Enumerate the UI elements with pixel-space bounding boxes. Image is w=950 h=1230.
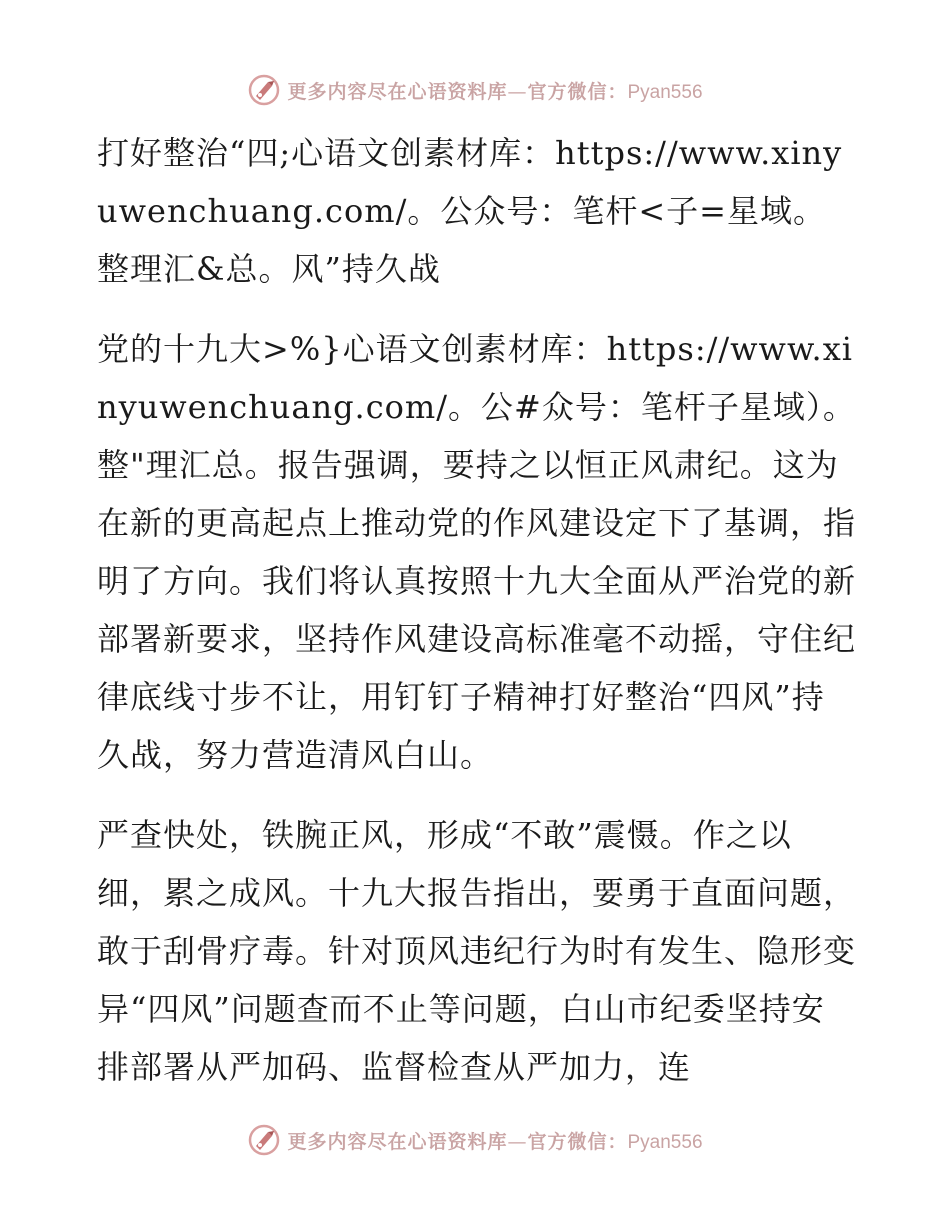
footer-watermark-banner — [0, 1118, 950, 1162]
document-body — [97, 124, 857, 1118]
paragraph-2: 党的十九大>%}心语文创素材库：https://www.xinyuwenchuang.com/。公#众号：笔杆子星域）。整"理汇总。报告强调，要持之以恒正风肃纪。这为在新的更高起点上推动党的作风建设定下了基调，指明了方向。我们将认真按照十九大全面从严治党的新部署新要求，坚持作风建设高标准毫不动摇，守住纪律底线寸步不让，用钉钉子精神打好整治“四风”持久战，努力营造清风白山。 — [97, 330, 857, 774]
watermark-dash: — — [507, 80, 528, 103]
watermark-wechat-label: 官方微信： — [527, 1130, 628, 1153]
pen-nib-circle-icon — [247, 1123, 281, 1157]
watermark-text — [287, 77, 702, 104]
pen-nib-circle-icon — [247, 73, 281, 107]
watermark-wechat-label: 官方微信： — [527, 80, 628, 103]
header-watermark-banner — [0, 68, 950, 112]
watermark-wechat-id: Pyan556 — [627, 1131, 703, 1153]
watermark-text — [287, 1127, 702, 1154]
watermark-library-text: 更多内容尽在心语资料库 — [287, 80, 508, 103]
watermark-library-text: 更多内容尽在心语资料库 — [287, 1130, 508, 1153]
watermark-dash: — — [507, 1130, 528, 1153]
watermark-wechat-id: Pyan556 — [627, 81, 703, 103]
paragraph-1: 打好整治“四;心语文创素材库：https://www.xinyuwenchuang.com/。公众号：笔杆<子=星域。整理汇&总。风”持久战 — [97, 134, 843, 288]
paragraph-3: 严查快处，铁腕正风，形成“不敢”震慑。作之以细，累之成风。十九大报告指出，要勇于直面问题，敢于刮骨疗毒。针对顶风违纪行为时有发生、隐形变异“四风”问题查而不止等问题，白山市纪委坚持安排部署从严加码、监督检查从严加力，连 — [97, 816, 857, 1086]
